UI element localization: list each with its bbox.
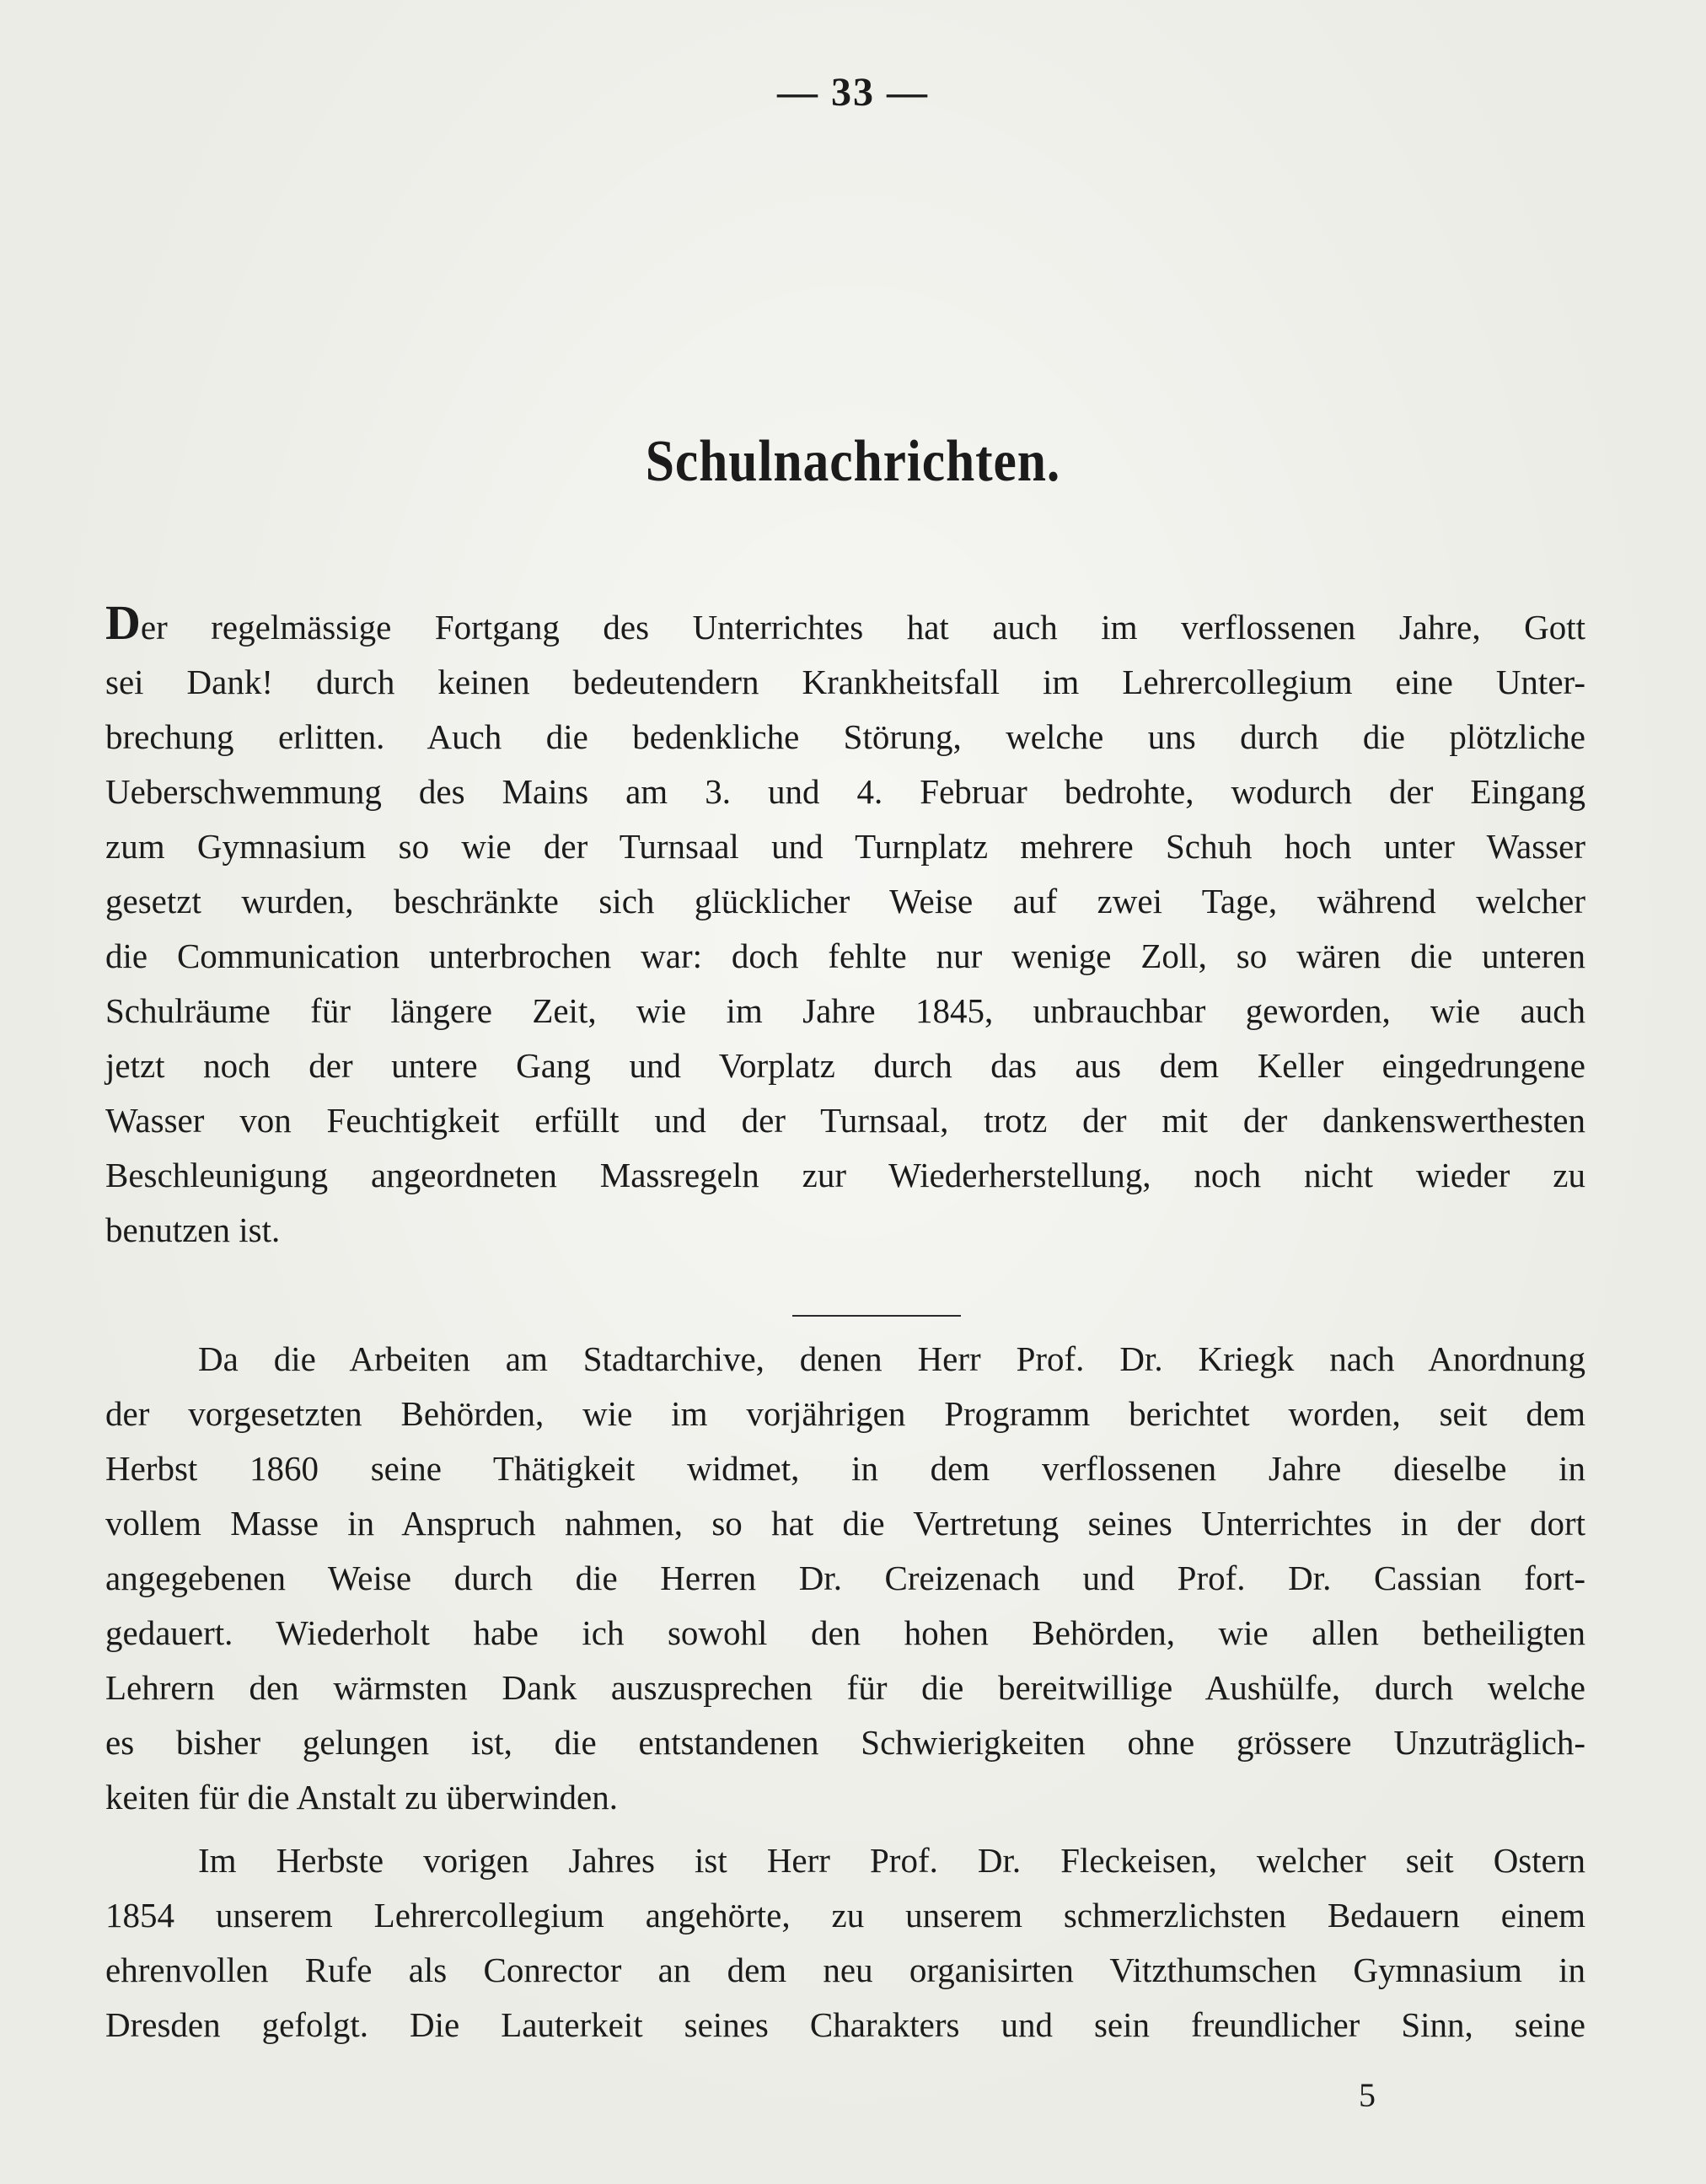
text-line: keiten für die Anstalt zu überwinden. <box>105 1778 618 1816</box>
body-text <box>105 595 1585 2053</box>
paragraph-2 <box>105 1332 1585 1825</box>
paragraph-1 <box>105 595 1585 1258</box>
text-line: jetzt noch der untere Gang und Vorplatz durch das aus dem Keller eingedrungene <box>105 1046 1585 1085</box>
text-line: der vorgesetzten Behörden, wie im vorjährigen Programm berichtet worden, seit dem <box>105 1394 1585 1433</box>
text-line: benutzen ist. <box>105 1210 281 1249</box>
paragraph-gap <box>105 1258 1585 1332</box>
text-line: Herbst 1860 seine Thätigkeit widmet, in dem verflossenen Jahre dieselbe in <box>105 1449 1585 1488</box>
text-line: gedauert. Wiederholt habe ich sowohl den hohen Behörden, wie allen betheiligten <box>105 1613 1585 1652</box>
text-line: sei Dank! durch keinen bedeutendern Krankheitsfall im Lehrercollegium eine Unter- <box>105 663 1585 701</box>
page-header: — 33 — <box>777 70 929 115</box>
text-line: Da die Arbeiten am Stadtarchive, denen Herr Prof. Dr. Kriegk nach Anordnung <box>198 1339 1585 1378</box>
text-line: Beschleunigung angeordneten Massregeln zur Wiederherstellung, noch nicht wieder zu <box>105 1156 1585 1194</box>
text-line: angegebenen Weise durch die Herren Dr. Creizenach und Prof. Dr. Cassian fort- <box>105 1559 1585 1597</box>
text-line: brechung erlitten. Auch die bedenkliche Störung, welche uns durch die plötzliche <box>105 717 1585 756</box>
text-line: Ueberschwemmung des Mains am 3. und 4. Februar bedrohte, wodurch der Eingang <box>105 772 1585 811</box>
drop-cap: D <box>105 595 141 650</box>
text-line: Der regelmässige Fortgang des Unterrichtes hat auch im verflossenen Jahre, Gott <box>105 595 1585 650</box>
text-line: ehrenvollen Rufe als Conrector an dem neu organisirten Vitzthumschen Gymnasium in <box>105 1951 1585 1989</box>
text-line: Wasser von Feuchtigkeit erfüllt und der Turnsaal, trotz der mit der dankenswerthesten <box>105 1101 1585 1140</box>
text-line: die Communication unterbrochen war: doch fehlte nur wenige Zoll, so wären die unteren <box>105 936 1585 975</box>
text-line: vollem Masse in Anspruch nahmen, so hat die Vertretung seines Unterrichtes in der dort <box>105 1504 1585 1543</box>
section-title: Schulnachrichten. <box>645 429 1061 494</box>
text-line: zum Gymnasium so wie der Turnsaal und Turnplatz mehrere Schuh hoch unter Wasser <box>105 827 1585 866</box>
paragraph-3 <box>105 1833 1585 2053</box>
horizontal-rule <box>792 1315 961 1317</box>
text-line: gesetzt wurden, beschränkte sich glücklicher Weise auf zwei Tage, während welcher <box>105 882 1585 920</box>
signature-number: 5 <box>1359 2076 1376 2114</box>
text-line: es bisher gelungen ist, die entstandenen Schwierigkeiten ohne grössere Unzuträglich- <box>105 1723 1585 1762</box>
text-line: Schulräume für längere Zeit, wie im Jahre 1845, unbrauchbar geworden, wie auch <box>105 991 1585 1030</box>
paragraph-gap <box>105 1825 1585 1833</box>
text-line: Dresden gefolgt. Die Lauterkeit seines Charakters und sein freundlicher Sinn, seine <box>105 2005 1585 2044</box>
text-line: Lehrern den wärmsten Dank auszusprechen für die bereitwillige Aushülfe, durch welche <box>105 1668 1585 1707</box>
text-line: 1854 unserem Lehrercollegium angehörte, zu unserem schmerzlichsten Bedauern einem <box>105 1896 1585 1934</box>
text-line: Im Herbste vorigen Jahres ist Herr Prof. Dr. Fleckeisen, welcher seit Ostern <box>198 1841 1585 1880</box>
